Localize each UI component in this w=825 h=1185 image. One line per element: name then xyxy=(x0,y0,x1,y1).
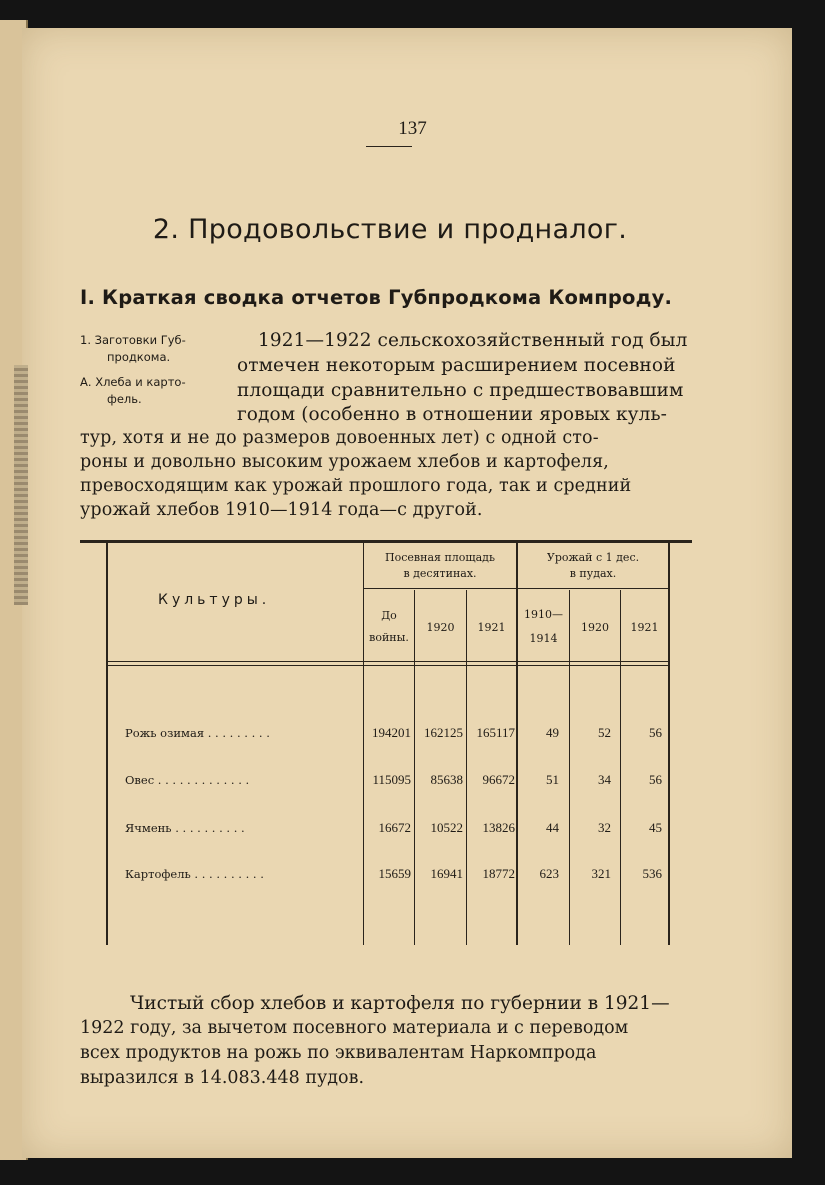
section-title: I. Краткая сводка отчетов Губпродкома Компроду. xyxy=(80,286,673,309)
cell: 56 xyxy=(649,772,662,787)
table-vline xyxy=(569,590,570,945)
sub-header-yield-1920: 1920 xyxy=(581,621,609,634)
table-vline xyxy=(668,543,670,945)
cell: 96672 xyxy=(482,772,515,787)
paragraph1-line: годом (особенно в отношении яровых куль- xyxy=(237,404,668,425)
cell: 194201 xyxy=(372,725,411,740)
page-number-rule xyxy=(366,146,412,147)
sub-header-line: 1910— xyxy=(524,608,563,621)
sub-header-line: 1914 xyxy=(529,632,558,645)
table-vline xyxy=(363,543,364,945)
group-header-line: Урожай с 1 дес. xyxy=(546,551,640,564)
cell: 162125 xyxy=(424,725,463,740)
cell: 56 xyxy=(649,725,662,740)
cell: 165117 xyxy=(476,725,515,740)
cell: 16941 xyxy=(430,866,463,881)
sidenote-procurement xyxy=(80,332,230,366)
sub-header-area-1920: 1920 xyxy=(426,621,455,634)
cell: 44 xyxy=(546,820,559,835)
sidenote-line: Хлеба и карто- xyxy=(95,375,186,389)
table-vline xyxy=(414,590,415,945)
paragraph2-line: выразился в 14.083.448 пудов. xyxy=(80,1068,365,1088)
table-vline xyxy=(106,543,108,945)
sub-header-line: войны. xyxy=(369,631,409,644)
table-vline xyxy=(466,590,467,945)
paragraph2-line: всех продуктов на рожь по эквивалентам Наркомпрода xyxy=(80,1043,597,1063)
cell: 10522 xyxy=(430,820,463,835)
paragraph1-line: отмечен некоторым расширением посевной xyxy=(237,355,676,376)
sub-header-yield-1921: 1921 xyxy=(630,621,659,634)
row-label: Картофель . . . . . . . . . . xyxy=(125,867,264,881)
cell: 52 xyxy=(598,725,611,740)
group-header-yield xyxy=(518,550,668,582)
paragraph1-line: превосходящим как урожай прошлого года, так и средний xyxy=(80,476,632,496)
row-label: Ячмень . . . . . . . . . . xyxy=(125,821,245,835)
cell: 32 xyxy=(598,820,611,835)
paragraph1-line: роны и довольно высоким урожаем хлебов и картофеля, xyxy=(80,452,609,472)
paragraph1-line: тур, хотя и не до размеров довоенных лет) с одной сто- xyxy=(80,428,599,448)
table-top-rule xyxy=(80,540,692,543)
cell: 321 xyxy=(591,866,611,881)
sidenote-line: продкома. xyxy=(107,350,171,364)
sub-header-line: До xyxy=(381,609,397,622)
col-header-crops: Культуры. xyxy=(158,592,271,608)
group-header-area xyxy=(364,550,516,582)
paragraph1-line: урожай хлебов 1910—1914 года—с другой. xyxy=(80,500,483,520)
sidenote-line: Заготовки Губ- xyxy=(94,333,186,347)
cell: 536 xyxy=(642,866,662,881)
sub-header-1910-1914 xyxy=(518,603,569,651)
cell: 49 xyxy=(546,725,559,740)
row-label: Овес . . . . . . . . . . . . . xyxy=(125,773,250,787)
sub-header-prewar xyxy=(364,605,414,649)
header-rule xyxy=(106,665,668,666)
group-header-line: в десятинах. xyxy=(403,567,477,580)
group-header-line: Посевная площадь xyxy=(385,551,495,564)
group-rule-area xyxy=(364,588,516,589)
cell: 13826 xyxy=(482,820,515,835)
binding-thread xyxy=(14,365,28,605)
paragraph1-line: площади сравнительно с предшествовавшим xyxy=(237,380,684,401)
cell: 34 xyxy=(598,772,611,787)
cell: 15659 xyxy=(378,866,411,881)
row-label: Рожь озимая . . . . . . . . . xyxy=(125,726,270,740)
sidenote-line: фель. xyxy=(107,392,142,406)
table-vline xyxy=(620,590,621,945)
group-rule-yield xyxy=(518,588,668,589)
paragraph1-line: 1921—1922 сельскохозяйственный год был xyxy=(258,330,688,351)
cell: 16672 xyxy=(378,820,411,835)
group-header-line: в пудах. xyxy=(569,567,617,580)
sidenote-marker: 1. xyxy=(80,333,91,347)
cell: 51 xyxy=(546,772,559,787)
page-number: 137 xyxy=(398,118,427,139)
sidenote-marker: А. xyxy=(80,375,92,389)
book-page xyxy=(22,28,792,1158)
paragraph2-line: 1922 году, за вычетом посевного материала и с переводом xyxy=(80,1018,629,1038)
paragraph2-line: Чистый сбор хлебов и картофеля по губернии в 1921— xyxy=(130,993,670,1014)
header-rule xyxy=(106,661,668,662)
sidenote-grain-potato xyxy=(80,374,230,408)
chapter-title: 2. Продовольствие и продналог. xyxy=(152,214,628,245)
cell: 115095 xyxy=(372,772,411,787)
sub-header-area-1921: 1921 xyxy=(477,621,506,634)
cell: 45 xyxy=(649,820,662,835)
cell: 85638 xyxy=(430,772,463,787)
cell: 623 xyxy=(539,866,559,881)
cell: 18772 xyxy=(482,866,515,881)
